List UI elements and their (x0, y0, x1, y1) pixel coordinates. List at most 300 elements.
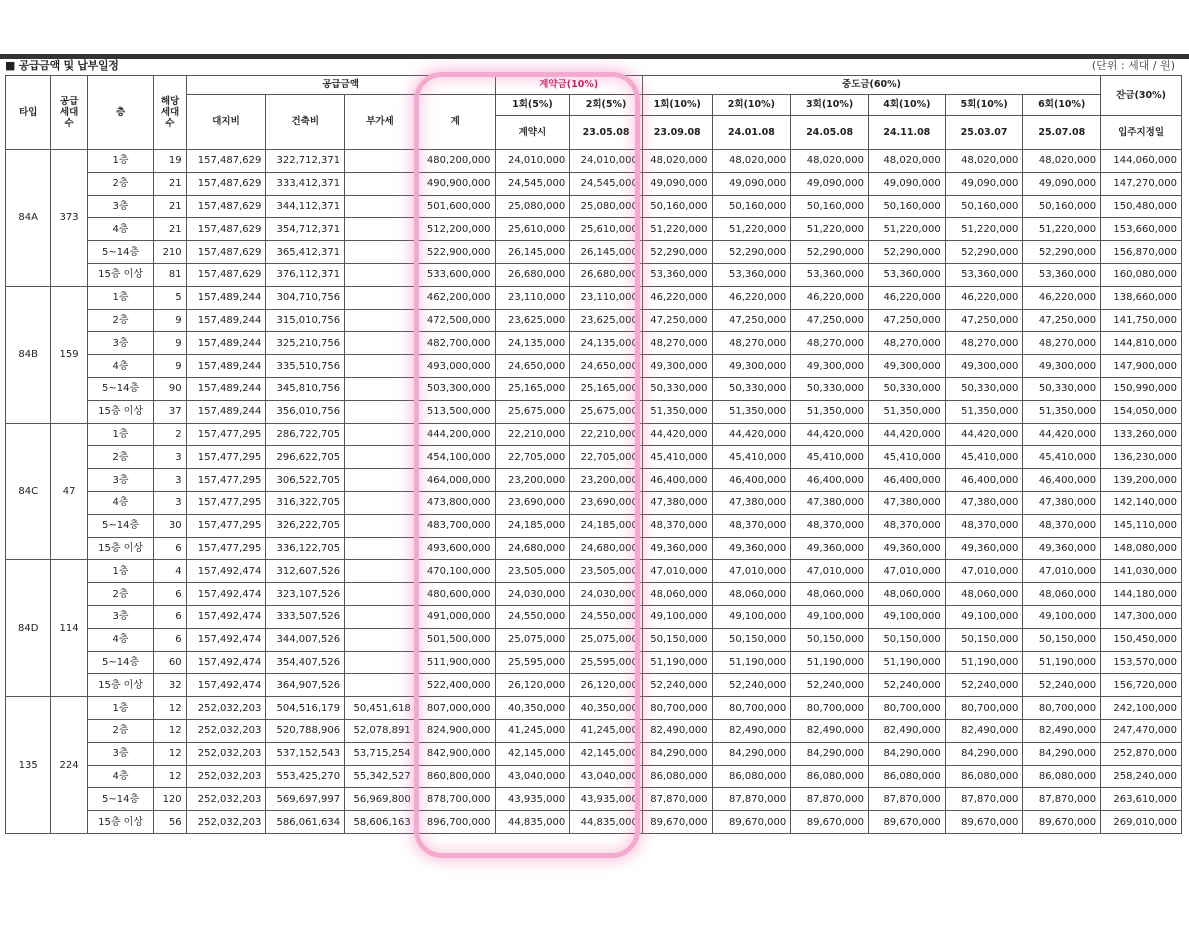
value-cell (345, 332, 416, 355)
value-cell: 52,078,891 (345, 719, 416, 742)
value-cell: 51,190,000 (945, 651, 1023, 674)
table-row (6, 263, 1182, 286)
value-cell (345, 400, 416, 423)
value-cell: 45,410,000 (869, 446, 946, 469)
header-contract2-date: 23.05.08 (570, 116, 643, 150)
value-cell: 47,010,000 (791, 560, 869, 583)
value-cell: 501,600,000 (415, 195, 495, 218)
floor-cell: 4층 (87, 355, 154, 378)
value-cell: 51,220,000 (869, 218, 946, 241)
value-cell: 26,680,000 (495, 263, 570, 286)
value-cell: 156,870,000 (1101, 241, 1182, 264)
value-cell: 48,020,000 (791, 150, 869, 173)
value-cell: 312,607,526 (266, 560, 345, 583)
value-cell (345, 491, 416, 514)
value-cell: 47,250,000 (712, 309, 791, 332)
value-cell: 144,810,000 (1101, 332, 1182, 355)
value-cell: 24,135,000 (495, 332, 570, 355)
value-cell: 157,492,474 (186, 651, 266, 674)
value-cell: 48,270,000 (791, 332, 869, 355)
value-cell: 157,487,629 (186, 172, 266, 195)
value-cell: 87,870,000 (945, 788, 1023, 811)
value-cell: 49,360,000 (1023, 537, 1101, 560)
value-cell: 46,220,000 (1023, 286, 1101, 309)
value-cell: 141,750,000 (1101, 309, 1182, 332)
value-cell: 47,380,000 (791, 491, 869, 514)
value-cell: 24,650,000 (495, 355, 570, 378)
value-cell (345, 537, 416, 560)
value-cell: 46,400,000 (791, 469, 869, 492)
value-cell: 306,522,705 (266, 469, 345, 492)
table-row (6, 446, 1182, 469)
value-cell: 136,230,000 (1101, 446, 1182, 469)
value-cell: 50,330,000 (791, 377, 869, 400)
value-cell: 86,080,000 (642, 765, 712, 788)
value-cell: 44,420,000 (869, 423, 946, 446)
value-cell: 22,705,000 (570, 446, 643, 469)
header-interim6: 6회(10%) (1023, 95, 1101, 116)
value-cell: 48,020,000 (1023, 150, 1101, 173)
value-cell (345, 423, 416, 446)
value-cell: 26,680,000 (570, 263, 643, 286)
value-cell: 520,788,906 (266, 719, 345, 742)
value-cell: 52,290,000 (945, 241, 1023, 264)
table-row (6, 355, 1182, 378)
value-cell: 46,220,000 (642, 286, 712, 309)
value-cell: 153,570,000 (1101, 651, 1182, 674)
value-cell: 53,360,000 (791, 263, 869, 286)
value-cell: 141,030,000 (1101, 560, 1182, 583)
value-cell: 52,240,000 (945, 674, 1023, 697)
value-cell: 23,200,000 (570, 469, 643, 492)
value-cell: 87,870,000 (712, 788, 791, 811)
value-cell: 44,420,000 (791, 423, 869, 446)
value-cell: 333,412,371 (266, 172, 345, 195)
households-cell: 114 (51, 560, 87, 697)
table-row (6, 332, 1182, 355)
value-cell: 24,185,000 (570, 514, 643, 537)
value-cell (345, 560, 416, 583)
value-cell: 50,150,000 (642, 628, 712, 651)
header-type: 타입 (6, 76, 51, 150)
value-cell: 89,670,000 (712, 811, 791, 834)
value-cell: 84,290,000 (1023, 742, 1101, 765)
value-cell: 52,290,000 (642, 241, 712, 264)
header-balance: 잔금(30%) (1101, 76, 1182, 116)
value-cell: 12 (154, 765, 186, 788)
value-cell: 52,240,000 (642, 674, 712, 697)
value-cell: 24,550,000 (570, 605, 643, 628)
value-cell: 80,700,000 (712, 697, 791, 720)
value-cell: 51,350,000 (791, 400, 869, 423)
value-cell: 23,505,000 (570, 560, 643, 583)
value-cell: 44,420,000 (945, 423, 1023, 446)
value-cell: 252,032,203 (186, 742, 266, 765)
table-row (6, 377, 1182, 400)
value-cell: 824,900,000 (415, 719, 495, 742)
floor-cell: 5~14층 (87, 514, 154, 537)
value-cell: 50,330,000 (712, 377, 791, 400)
floor-cell: 1층 (87, 286, 154, 309)
value-cell: 522,900,000 (415, 241, 495, 264)
value-cell: 82,490,000 (791, 719, 869, 742)
value-cell: 51,220,000 (712, 218, 791, 241)
value-cell: 58,606,163 (345, 811, 416, 834)
households-cell: 224 (51, 697, 87, 834)
value-cell: 41,245,000 (570, 719, 643, 742)
table-row (6, 491, 1182, 514)
value-cell: 46,220,000 (869, 286, 946, 309)
value-cell (345, 355, 416, 378)
value-cell: 50,451,618 (345, 697, 416, 720)
value-cell: 860,800,000 (415, 765, 495, 788)
value-cell: 49,090,000 (1023, 172, 1101, 195)
value-cell: 84,290,000 (712, 742, 791, 765)
value-cell: 322,712,371 (266, 150, 345, 173)
value-cell: 47,250,000 (869, 309, 946, 332)
value-cell: 50,330,000 (642, 377, 712, 400)
value-cell: 80,700,000 (1023, 697, 1101, 720)
floor-cell: 15층 이상 (87, 400, 154, 423)
value-cell: 52,240,000 (791, 674, 869, 697)
header-interim2-date: 24.01.08 (712, 116, 791, 150)
value-cell: 490,900,000 (415, 172, 495, 195)
table-row (6, 150, 1182, 173)
value-cell: 45,410,000 (945, 446, 1023, 469)
value-cell: 90 (154, 377, 186, 400)
table-row (6, 651, 1182, 674)
value-cell: 25,165,000 (495, 377, 570, 400)
header-interim3-date: 24.05.08 (791, 116, 869, 150)
value-cell: 336,122,705 (266, 537, 345, 560)
value-cell: 21 (154, 195, 186, 218)
value-cell: 23,200,000 (495, 469, 570, 492)
value-cell: 50,330,000 (1023, 377, 1101, 400)
header-vat: 부가세 (345, 95, 416, 150)
value-cell: 147,270,000 (1101, 172, 1182, 195)
value-cell: 501,500,000 (415, 628, 495, 651)
value-cell: 154,050,000 (1101, 400, 1182, 423)
value-cell: 80,700,000 (642, 697, 712, 720)
value-cell: 51,350,000 (712, 400, 791, 423)
value-cell: 80,700,000 (945, 697, 1023, 720)
value-cell: 157,487,629 (186, 241, 266, 264)
top-divider (0, 54, 1189, 59)
value-cell: 50,330,000 (945, 377, 1023, 400)
value-cell: 160,080,000 (1101, 263, 1182, 286)
value-cell: 84,290,000 (869, 742, 946, 765)
value-cell: 86,080,000 (1023, 765, 1101, 788)
floor-cell: 4층 (87, 218, 154, 241)
value-cell: 50,150,000 (1023, 628, 1101, 651)
value-cell: 22,705,000 (495, 446, 570, 469)
value-cell: 51,220,000 (945, 218, 1023, 241)
value-cell: 24,135,000 (570, 332, 643, 355)
floor-cell: 4층 (87, 628, 154, 651)
value-cell: 896,700,000 (415, 811, 495, 834)
value-cell: 25,595,000 (570, 651, 643, 674)
value-cell: 84,290,000 (945, 742, 1023, 765)
value-cell: 145,110,000 (1101, 514, 1182, 537)
value-cell: 49,300,000 (642, 355, 712, 378)
value-cell: 47,010,000 (1023, 560, 1101, 583)
floor-cell: 2층 (87, 719, 154, 742)
value-cell: 49,100,000 (712, 605, 791, 628)
table-row (6, 765, 1182, 788)
value-cell: 444,200,000 (415, 423, 495, 446)
value-cell: 48,370,000 (642, 514, 712, 537)
value-cell: 89,670,000 (791, 811, 869, 834)
value-cell: 26,145,000 (495, 241, 570, 264)
value-cell: 24,545,000 (495, 172, 570, 195)
value-cell: 24,010,000 (495, 150, 570, 173)
value-cell: 49,090,000 (791, 172, 869, 195)
value-cell: 46,220,000 (712, 286, 791, 309)
value-cell: 50,150,000 (791, 628, 869, 651)
value-cell: 157,489,244 (186, 309, 266, 332)
value-cell: 156,720,000 (1101, 674, 1182, 697)
table-row (6, 469, 1182, 492)
header-interim6-date: 25.07.08 (1023, 116, 1101, 150)
value-cell: 43,040,000 (570, 765, 643, 788)
value-cell: 37 (154, 400, 186, 423)
value-cell (345, 241, 416, 264)
value-cell: 210 (154, 241, 186, 264)
value-cell: 49,360,000 (791, 537, 869, 560)
value-cell: 19 (154, 150, 186, 173)
value-cell: 45,410,000 (791, 446, 869, 469)
value-cell: 26,120,000 (495, 674, 570, 697)
value-cell: 157,489,244 (186, 377, 266, 400)
value-cell: 51,220,000 (642, 218, 712, 241)
header-interim: 중도금(60%) (642, 76, 1100, 95)
value-cell: 48,270,000 (712, 332, 791, 355)
value-cell: 513,500,000 (415, 400, 495, 423)
value-cell: 49,100,000 (791, 605, 869, 628)
value-cell: 12 (154, 697, 186, 720)
value-cell: 44,835,000 (570, 811, 643, 834)
value-cell: 157,487,629 (186, 218, 266, 241)
value-cell: 21 (154, 172, 186, 195)
value-cell: 45,410,000 (712, 446, 791, 469)
value-cell: 157,489,244 (186, 400, 266, 423)
value-cell: 150,480,000 (1101, 195, 1182, 218)
value-cell: 41,245,000 (495, 719, 570, 742)
value-cell: 45,410,000 (642, 446, 712, 469)
value-cell: 80,700,000 (869, 697, 946, 720)
value-cell: 533,600,000 (415, 263, 495, 286)
value-cell: 354,712,371 (266, 218, 345, 241)
value-cell: 462,200,000 (415, 286, 495, 309)
table-row (6, 286, 1182, 309)
value-cell: 86,080,000 (712, 765, 791, 788)
value-cell: 12 (154, 742, 186, 765)
value-cell: 247,470,000 (1101, 719, 1182, 742)
table-row (6, 241, 1182, 264)
value-cell (345, 469, 416, 492)
table-row (6, 811, 1182, 834)
value-cell: 82,490,000 (869, 719, 946, 742)
value-cell: 46,400,000 (642, 469, 712, 492)
value-cell: 157,487,629 (186, 195, 266, 218)
header-land: 대지비 (186, 95, 266, 150)
value-cell: 325,210,756 (266, 332, 345, 355)
value-cell: 464,000,000 (415, 469, 495, 492)
table-row (6, 195, 1182, 218)
value-cell: 49,300,000 (1023, 355, 1101, 378)
value-cell: 323,107,526 (266, 583, 345, 606)
header-interim5: 5회(10%) (945, 95, 1023, 116)
value-cell: 120 (154, 788, 186, 811)
value-cell: 23,625,000 (495, 309, 570, 332)
value-cell: 51,220,000 (1023, 218, 1101, 241)
value-cell: 82,490,000 (945, 719, 1023, 742)
header-contract2: 2회(5%) (570, 95, 643, 116)
value-cell: 48,060,000 (712, 583, 791, 606)
value-cell: 23,690,000 (495, 491, 570, 514)
value-cell: 87,870,000 (791, 788, 869, 811)
value-cell: 51,190,000 (1023, 651, 1101, 674)
floor-cell: 2층 (87, 446, 154, 469)
value-cell: 50,150,000 (712, 628, 791, 651)
value-cell: 51,190,000 (712, 651, 791, 674)
value-cell: 49,300,000 (869, 355, 946, 378)
floor-cell: 3층 (87, 332, 154, 355)
value-cell: 147,900,000 (1101, 355, 1182, 378)
header-floor: 층 (87, 76, 154, 150)
value-cell: 157,487,629 (186, 150, 266, 173)
header-interim4-date: 24.11.08 (869, 116, 946, 150)
value-cell: 53,360,000 (712, 263, 791, 286)
value-cell: 50,160,000 (945, 195, 1023, 218)
value-cell: 51,350,000 (945, 400, 1023, 423)
floor-cell: 3층 (87, 469, 154, 492)
floor-cell: 3층 (87, 605, 154, 628)
type-cell: 135 (6, 697, 51, 834)
value-cell: 50,160,000 (791, 195, 869, 218)
table-row (6, 583, 1182, 606)
floor-cell: 15층 이상 (87, 537, 154, 560)
value-cell: 82,490,000 (642, 719, 712, 742)
value-cell: 47,380,000 (642, 491, 712, 514)
value-cell: 252,032,203 (186, 765, 266, 788)
value-cell: 47,010,000 (869, 560, 946, 583)
value-cell: 50,160,000 (1023, 195, 1101, 218)
value-cell: 44,420,000 (1023, 423, 1101, 446)
value-cell: 48,370,000 (791, 514, 869, 537)
value-cell (345, 583, 416, 606)
floor-cell: 1층 (87, 697, 154, 720)
value-cell: 53,715,254 (345, 742, 416, 765)
value-cell: 50,330,000 (869, 377, 946, 400)
header-balance-date: 입주지정일 (1101, 116, 1182, 150)
value-cell: 48,060,000 (791, 583, 869, 606)
value-cell: 24,030,000 (495, 583, 570, 606)
value-cell: 86,080,000 (791, 765, 869, 788)
header-supply-price: 공급금액 (186, 76, 495, 95)
value-cell: 157,492,474 (186, 583, 266, 606)
value-cell: 89,670,000 (869, 811, 946, 834)
value-cell: 491,000,000 (415, 605, 495, 628)
value-cell (345, 263, 416, 286)
value-cell: 23,690,000 (570, 491, 643, 514)
value-cell: 46,400,000 (945, 469, 1023, 492)
value-cell: 586,061,634 (266, 811, 345, 834)
value-cell: 25,675,000 (495, 400, 570, 423)
value-cell: 86,080,000 (869, 765, 946, 788)
header-contract1-date: 계약시 (495, 116, 570, 150)
value-cell: 157,477,295 (186, 423, 266, 446)
floor-cell: 5~14층 (87, 788, 154, 811)
value-cell: 9 (154, 309, 186, 332)
value-cell: 84,290,000 (791, 742, 869, 765)
value-cell: 49,360,000 (712, 537, 791, 560)
value-cell: 157,487,629 (186, 263, 266, 286)
value-cell: 49,360,000 (869, 537, 946, 560)
value-cell: 50,150,000 (945, 628, 1023, 651)
value-cell: 24,680,000 (495, 537, 570, 560)
price-table (5, 75, 1182, 834)
value-cell: 80,700,000 (791, 697, 869, 720)
value-cell: 9 (154, 355, 186, 378)
value-cell: 49,090,000 (712, 172, 791, 195)
value-cell: 87,870,000 (642, 788, 712, 811)
value-cell: 47,380,000 (945, 491, 1023, 514)
value-cell: 472,500,000 (415, 309, 495, 332)
value-cell: 55,342,527 (345, 765, 416, 788)
value-cell: 46,400,000 (712, 469, 791, 492)
value-cell: 47,380,000 (869, 491, 946, 514)
value-cell: 43,935,000 (570, 788, 643, 811)
type-cell: 84B (6, 286, 51, 423)
table-row (6, 172, 1182, 195)
value-cell: 89,670,000 (1023, 811, 1101, 834)
value-cell: 50,150,000 (869, 628, 946, 651)
value-cell: 44,420,000 (712, 423, 791, 446)
value-cell: 315,010,756 (266, 309, 345, 332)
value-cell: 22,210,000 (495, 423, 570, 446)
value-cell: 48,270,000 (1023, 332, 1101, 355)
value-cell: 157,477,295 (186, 514, 266, 537)
households-cell: 159 (51, 286, 87, 423)
value-cell: 53,360,000 (945, 263, 1023, 286)
value-cell: 25,675,000 (570, 400, 643, 423)
table-row (6, 674, 1182, 697)
value-cell: 47,250,000 (1023, 309, 1101, 332)
value-cell: 263,610,000 (1101, 788, 1182, 811)
value-cell: 3 (154, 469, 186, 492)
value-cell: 48,060,000 (1023, 583, 1101, 606)
type-cell: 84C (6, 423, 51, 560)
header-building: 건축비 (266, 95, 345, 150)
floor-cell: 15층 이상 (87, 263, 154, 286)
value-cell: 51,190,000 (642, 651, 712, 674)
value-cell: 25,075,000 (495, 628, 570, 651)
value-cell: 24,680,000 (570, 537, 643, 560)
value-cell: 48,370,000 (869, 514, 946, 537)
value-cell: 25,595,000 (495, 651, 570, 674)
value-cell: 269,010,000 (1101, 811, 1182, 834)
value-cell: 569,697,997 (266, 788, 345, 811)
value-cell: 842,900,000 (415, 742, 495, 765)
header-interim4: 4회(10%) (869, 95, 946, 116)
table-row (6, 628, 1182, 651)
value-cell: 144,060,000 (1101, 150, 1182, 173)
value-cell: 24,550,000 (495, 605, 570, 628)
table-row (6, 697, 1182, 720)
value-cell: 52,290,000 (869, 241, 946, 264)
value-cell: 44,420,000 (642, 423, 712, 446)
